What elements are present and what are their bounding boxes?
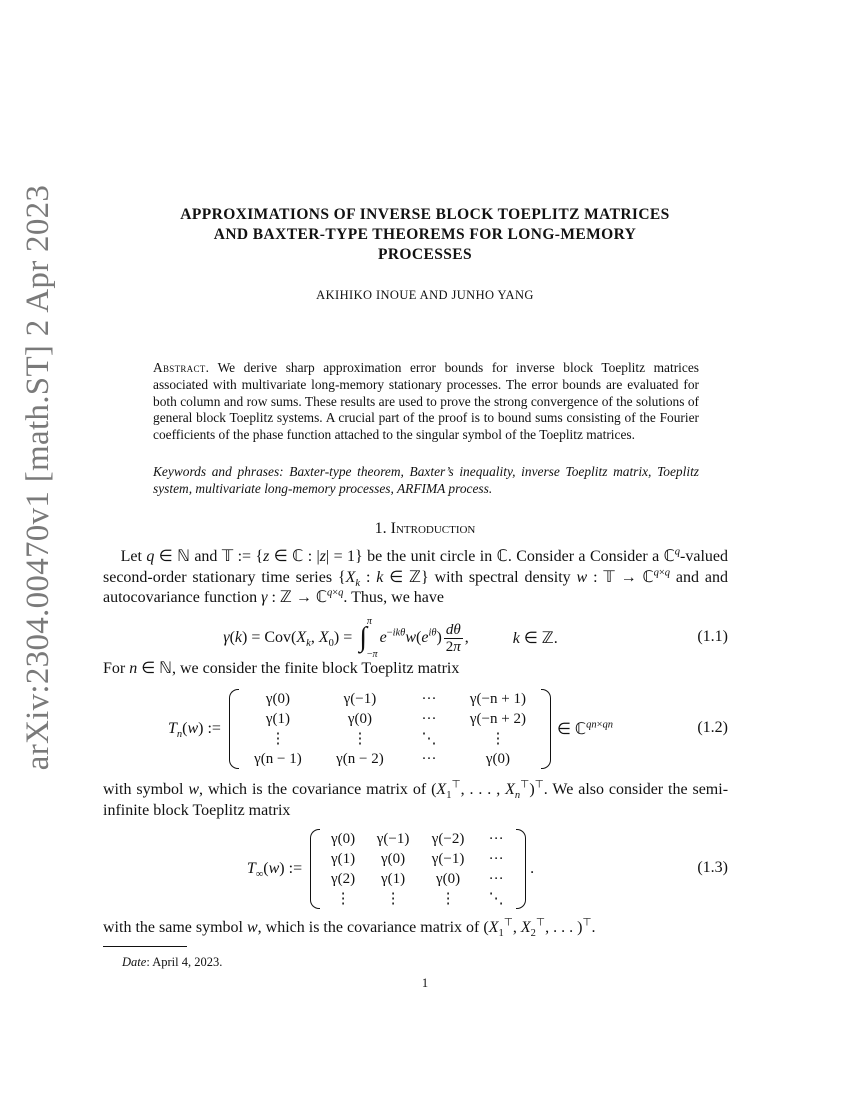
eq1-condition: k ∈ ℤ. <box>512 630 558 647</box>
paper-title <box>110 205 740 265</box>
equation-number: (1.2) <box>697 719 728 736</box>
matrix-cell: ⋮ <box>335 891 351 907</box>
equation-number: (1.3) <box>697 859 728 876</box>
matrix-cell: γ(0) <box>436 871 461 887</box>
matrix-cell: ⋱ <box>488 891 504 907</box>
eq1-lhs: $\gamma(k) = Cov(X_k$, $X_0$) = <box>223 629 353 650</box>
footnote-text: : April 4, 2023. <box>146 955 223 969</box>
matrix-cell: ⋱ <box>421 731 437 747</box>
matrix-cell: γ(1) <box>381 871 406 887</box>
eq2-lhs: $T_n(w)$ := <box>168 720 221 741</box>
matrix-cell: ··· <box>488 871 504 887</box>
paragraph-same-symbol: with the same symbol w, which is the covariance matrix of ($X_1^⊤$, $X_2^⊤$, . . . )⊤. <box>103 917 596 940</box>
abstract-label: Abstract. <box>153 360 210 375</box>
equation-1-1 <box>103 618 728 658</box>
section-number: 1. <box>374 520 387 537</box>
matrix-cell: γ(1) <box>265 711 291 727</box>
footnote-rule <box>103 946 187 947</box>
matrix-cell: γ(0) <box>347 711 373 727</box>
matrix-cell: γ(0) <box>381 851 406 867</box>
eq1-fraction: $\frac{d\theta}{2\pi}$ <box>445 621 461 655</box>
arxiv-identifier-text: arXiv:2304.00470v1 [math.ST] 2 Apr 2023 <box>20 184 57 770</box>
abstract-text: We derive sharp approximation error bounds for inverse block Toeplitz matrices associated with multivariate long-memory stationary processes. The error bounds are evaluated for both column and row sums. These results are used to prove the strong convergence of the solutions of general block Toeplitz systems. A crucial part of the proof is to bound sums consisting of the Fourier coefficients of the phase function attached to the singular symbol of the Toeplitz matrices. <box>153 360 699 443</box>
matrix-cell: ⋮ <box>490 731 506 747</box>
title-line: APPROXIMATIONS OF INVERSE BLOCK TOEPLITZ MATRICES <box>180 206 670 223</box>
eq3-rhs: . <box>530 860 535 877</box>
matrix-cell: γ(−n + 1) <box>469 691 526 707</box>
eq2-rhs: ∈ ℂ$^{qn\times qn}$ <box>556 719 613 738</box>
title-line: PROCESSES <box>377 246 473 263</box>
matrix-cell: ⋮ <box>440 891 456 907</box>
matrix-cell: γ(−1) <box>431 851 465 867</box>
section-heading <box>110 520 740 538</box>
matrix-cell: ⋮ <box>270 731 286 747</box>
footnote-date <box>122 955 222 970</box>
matrix-cell: ··· <box>488 831 504 847</box>
paper-authors: AKIHIKO INOUE AND JUNHO YANG <box>316 288 534 302</box>
matrix-cell: ⋮ <box>385 891 401 907</box>
equation-number: (1.1) <box>697 628 728 645</box>
matrix-cell: γ(n − 2) <box>336 751 384 767</box>
arxiv-identifier-stamp <box>10 184 68 770</box>
equation-1-3 <box>103 826 728 912</box>
paragraph-covariance: with symbol w, which is the covariance matrix of ($X_1^⊤$, . . . , $X_n^⊤)^⊤$. We also consider the semi-infinite block Toeplitz matrix <box>103 779 729 819</box>
equation-1-3-body <box>103 826 678 912</box>
matrix-cell: γ(2) <box>331 871 356 887</box>
matrix-cell: γ(−1) <box>343 691 377 707</box>
matrix-cell: γ(1) <box>331 851 356 867</box>
matrix-cell: ··· <box>421 691 437 707</box>
matrix-cell: ⋮ <box>352 731 368 747</box>
finite-toeplitz-matrix <box>229 689 551 769</box>
equation-1-2 <box>103 686 728 772</box>
semi-infinite-toeplitz-matrix <box>310 829 526 909</box>
abstract <box>153 360 699 444</box>
title-line: AND BAXTER-TYPE THEOREMS FOR LONG-MEMORY <box>213 226 637 243</box>
matrix-cell: γ(0) <box>485 751 511 767</box>
matrix-cell: ··· <box>488 851 504 867</box>
integral-sign: ∫ <box>352 622 367 653</box>
eq1-integrand: $e^{-ik\theta}w(e^{i\theta})$ <box>379 627 442 646</box>
matrix-cell: γ(−2) <box>431 831 465 847</box>
paragraph-finite-matrix: For n ∈ ℕ, we consider the finite block Toeplitz matrix <box>103 660 460 677</box>
matrix-cell: γ(n − 1) <box>254 751 302 767</box>
eq3-lhs: $T_\infty(w)$ := <box>246 860 303 881</box>
equation-1-2-body <box>103 686 678 772</box>
matrix-cell: γ(0) <box>331 831 356 847</box>
page-number: 1 <box>421 976 429 990</box>
matrix-cell: γ(−1) <box>376 831 410 847</box>
keywords: Keywords and phrases: Baxter-type theorem, Baxter’s inequality, inverse Toeplitz matrix, Toeplitz system, multivariate long-memory processes, ARFIMA process. <box>153 464 699 496</box>
equation-1-1-body: $\gamma(k) = Cov(X_k$, $X_0$) = ∫ π −π $e^{-ik\theta}w(e^{i\theta})$ $\frac{d\theta}{2\pi}$ , k ∈ ℤ. <box>223 616 558 660</box>
matrix-cell: ··· <box>421 751 437 767</box>
matrix-cell: γ(0) <box>265 691 291 707</box>
matrix-cell: ··· <box>421 711 437 727</box>
intro-paragraph: Let q ∈ ℕ and 𝕋 := {z ∈ ℂ : |z| = 1} be the unit circle in ℂ. Consider a Consider a ℂ$^q$-valued second-order stationary time series {$X_k$ : k ∈ ℤ} with spectral density w : 𝕋 → ℂ$^{q\times q}$ and and autocovariance function γ : ℤ → ℂ$^{q\times q}$. Thus, we have <box>103 546 729 607</box>
section-title: Introduction <box>390 520 476 537</box>
matrix-cell: γ(−n + 2) <box>469 711 526 727</box>
integral-limits: π −π <box>366 616 378 660</box>
footnote-label: Date <box>122 955 147 969</box>
